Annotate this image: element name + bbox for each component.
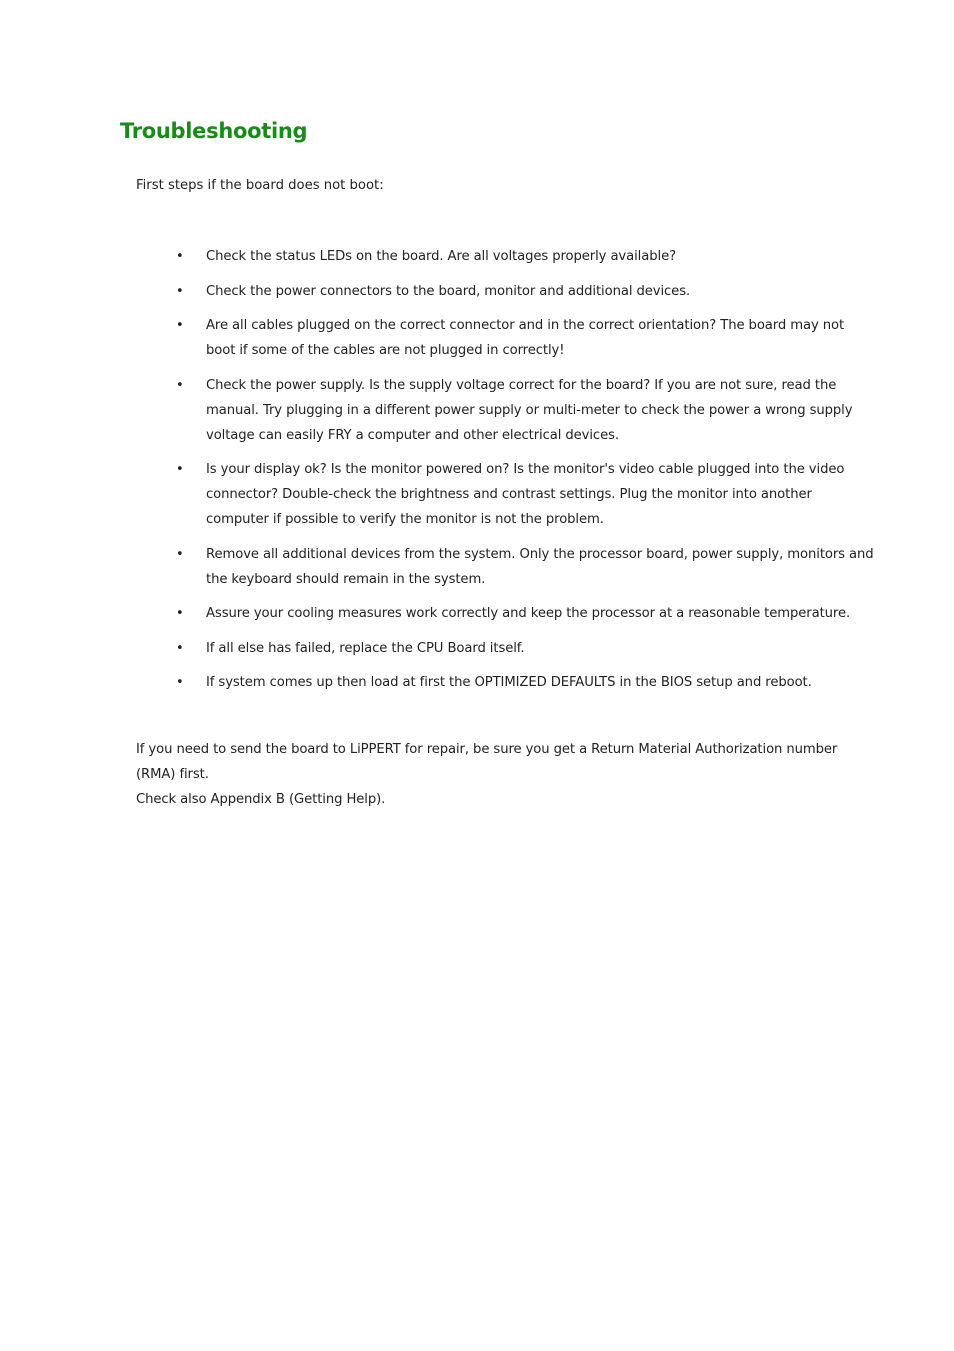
- bullet-icon: •: [176, 546, 184, 562]
- list-item: [0, 279, 876, 304]
- list-item: [0, 373, 876, 448]
- list-item-text: Check the power supply. Is the supply voltage correct for the board? If you are not sure, read the manual. Try plugging in a different power supply or multi-meter to check the power a wrong supply voltage can easily FRY a computer and other electrical devices.: [206, 377, 853, 443]
- intro-text: First steps if the board does not boot:: [136, 178, 384, 193]
- list-item: [0, 670, 876, 695]
- bullet-icon: •: [176, 606, 184, 621]
- bullet-icon: •: [176, 462, 184, 477]
- bullet-icon: •: [176, 675, 184, 690]
- bullet-icon: •: [176, 283, 184, 299]
- list-item: [0, 542, 876, 592]
- closing-section: [136, 737, 866, 812]
- list-item-text: Is your display ok? Is the monitor powered on? Is the monitor's video cable plugged into the video connector? Double-check the brightness and contrast settings. Plug the monitor into another computer if possible to verify the monitor is not the problem.: [206, 462, 845, 527]
- rma-paragraph: If you need to send the board to LiPPERT for repair, be sure you get a Return Material Authorization number (RMA) first.: [136, 742, 838, 782]
- list-item-text: If system comes up then load at first the OPTIMIZED DEFAULTS in the BIOS setup and reboot.: [206, 675, 812, 690]
- list-item-text: Are all cables plugged on the correct connector and in the correct orientation? The board may not boot if some of the cables are not plugged in correctly!: [206, 318, 845, 358]
- list-item-text: Check the status LEDs on the board. Are all voltages properly available?: [206, 249, 676, 264]
- list-item: [0, 457, 876, 532]
- list-item-text: Remove all additional devices from the system. Only the processor board, power supply, monitors and the keyboard should remain in the system.: [206, 546, 874, 587]
- page-title: Troubleshooting: [120, 119, 308, 143]
- list-item-text: If all else has failed, replace the CPU Board itself.: [206, 640, 525, 656]
- list-item-text: Assure your cooling measures work correctly and keep the processor at a reasonable temperature.: [206, 606, 851, 621]
- list-item: [0, 313, 876, 363]
- bullet-icon: •: [176, 377, 184, 393]
- troubleshooting-steps-list: [0, 244, 954, 705]
- list-item: [0, 244, 876, 269]
- bullet-icon: •: [176, 318, 184, 333]
- bullet-icon: •: [176, 640, 184, 656]
- list-item-text: Check the power connectors to the board, monitor and additional devices.: [206, 283, 691, 299]
- list-item: [0, 636, 876, 661]
- appendix-reference: Check also Appendix B (Getting Help).: [136, 792, 386, 807]
- bullet-icon: •: [176, 249, 184, 264]
- list-item: [0, 601, 876, 626]
